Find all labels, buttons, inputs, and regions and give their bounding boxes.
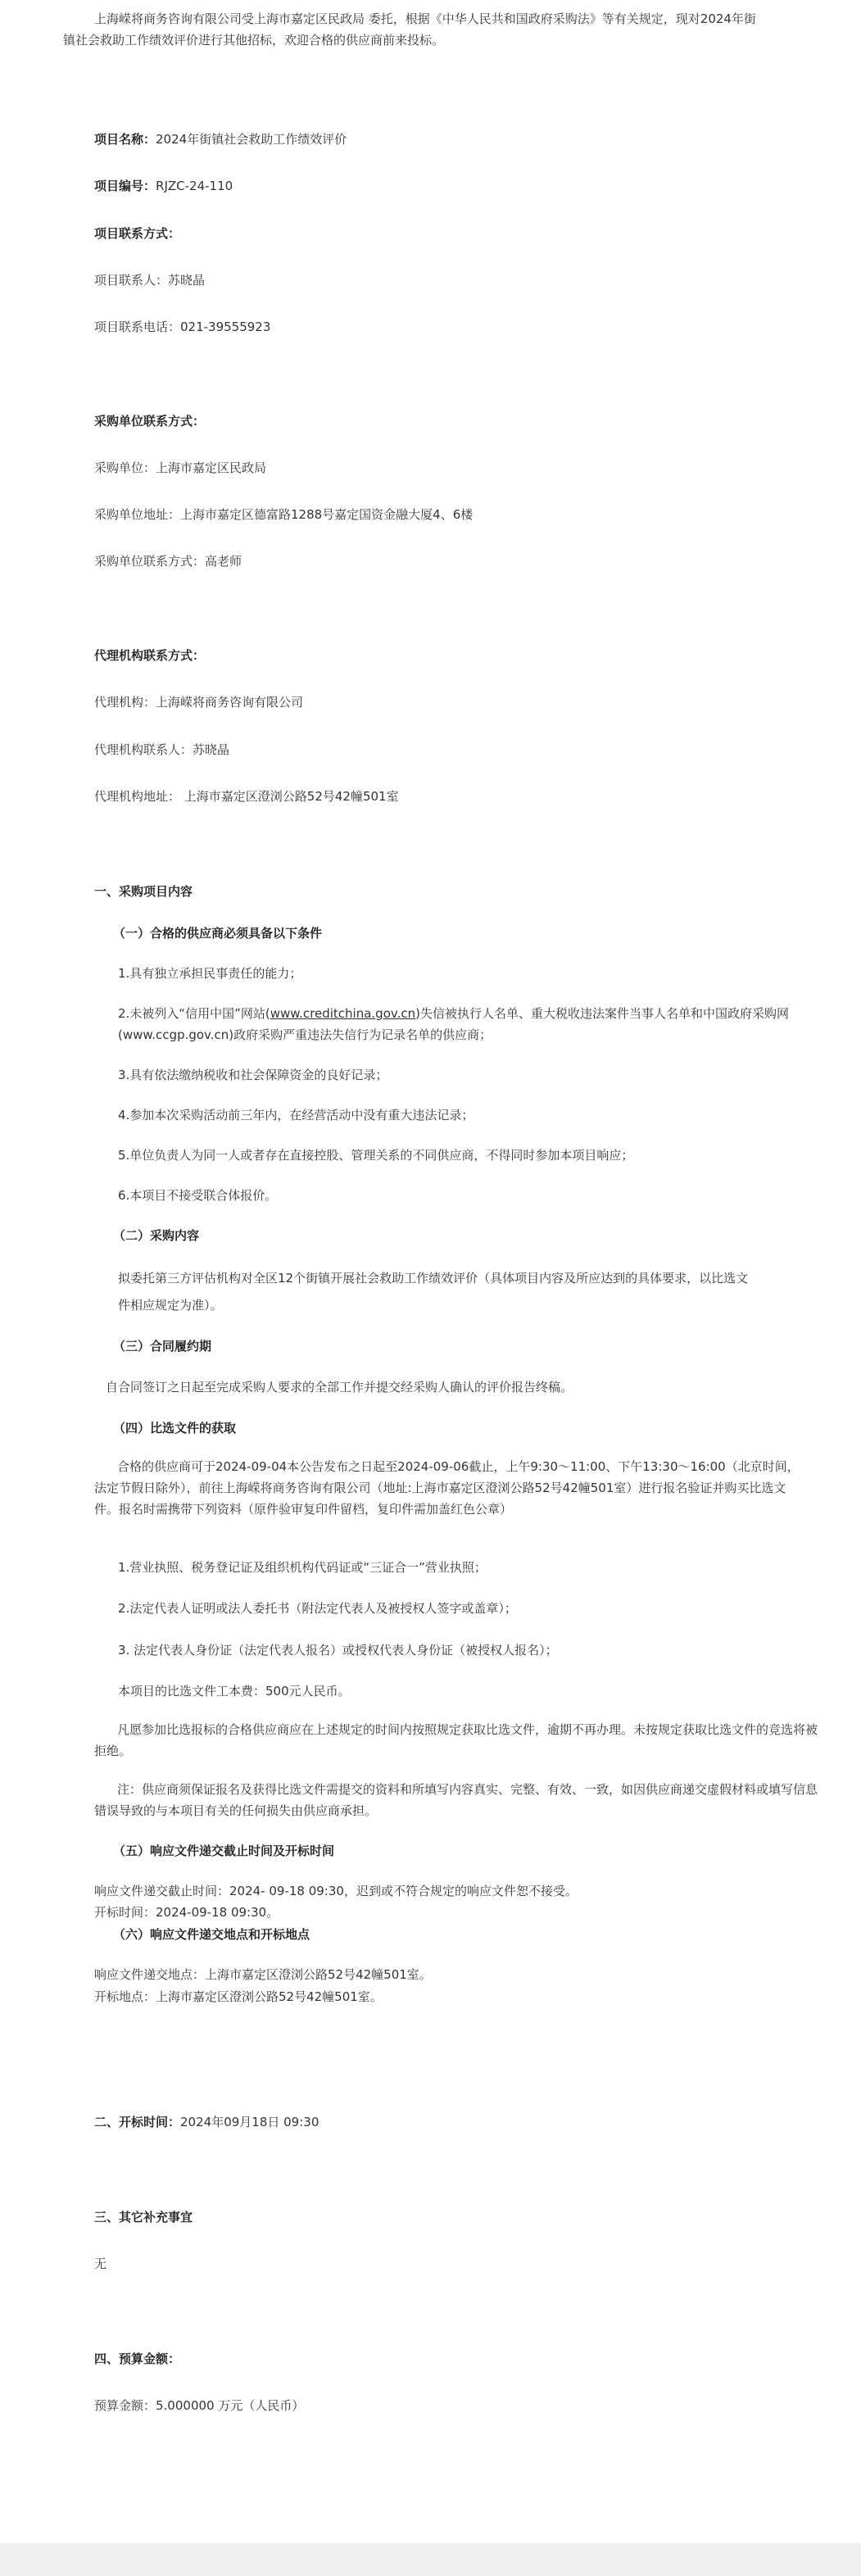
acquisition-note-2: 注：供应商须保证报名及获得比选文件需提交的资料和所填写内容真实、完整、有效、一致，如因供应商递交虚假材料或填写信息错误导致的与本项目有关的任何损失由供应商承担。 — [94, 1782, 818, 1818]
requirement-1: 1.具有独立承担民事责任的能力； — [118, 966, 302, 981]
project-contact-heading: 项目联系方式： — [94, 226, 181, 241]
section2-value: 2024年09月18日 09:30 — [180, 2115, 319, 2129]
acquisition-requirement-2: 2.法定代表人证明或法人委托书（附法定代表人及被授权人签字或盖章）； — [118, 1601, 517, 1616]
contract-period: 自合同签订之日起至完成采购人要求的全部工作并提交经采购人确认的评价报告终稿。 — [106, 1380, 573, 1395]
submission-deadline: 响应文件递交截止时间：2024- 09-18 09:30，迟到或不符合规定的响应文件恕不接受。 — [94, 1884, 578, 1898]
requirement-6: 6.本项目不接受联合体报价。 — [118, 1188, 278, 1203]
sub2-heading: （二）采购内容 — [113, 1228, 200, 1243]
project-number-label: 项目编号： — [94, 179, 156, 193]
document-fee: 本项目的比选文件工本费：500元人民币。 — [118, 1684, 351, 1698]
requirement-2 — [118, 1003, 814, 1045]
intro-text: 上海嵘将商务咨询有限公司受上海市嘉定区民政局 委托，根据《中华人民共和国政府采购法》等有关规定，现对2024年街镇社会救助工作绩效评价进行其他招标，欢迎合格的供应商前来投标。 — [63, 11, 756, 48]
purchaser-unit: 采购单位：上海市嘉定区民政局 — [94, 460, 267, 475]
project-name-value: 2024年街镇社会救助工作绩效评价 — [156, 132, 347, 147]
section2-opening — [94, 2111, 319, 2133]
sub3-heading: （三）合同履约期 — [113, 1339, 212, 1354]
opening-place: 开标地点：上海市嘉定区澄浏公路52号42幢501室。 — [94, 1989, 383, 2004]
budget-amount: 预算金额：5.000000 万元（人民币） — [94, 2398, 305, 2413]
purchaser-heading: 采购单位联系方式： — [94, 414, 206, 429]
project-number-value: RJZC-24-110 — [156, 179, 233, 193]
requirement-2-part-b: )失信被执行人名单、重大税收违法案件当事人名单和中国政府采购网(www.ccgp.gov.cn)政府采购严重违法失信行为记录名单的供应商； — [118, 1006, 789, 1042]
project-number — [94, 175, 233, 197]
project-name-label: 项目名称： — [94, 132, 156, 147]
sub1-heading: （一）合格的供应商必须具备以下条件 — [113, 926, 323, 941]
project-contact-person: 项目联系人：苏晓晶 — [94, 273, 206, 288]
creditchina-link[interactable]: www.creditchina.gov.cn — [270, 1006, 416, 1021]
requirement-2-part-a: 2.未被列入“信用中国”网站( — [118, 1006, 270, 1021]
page-footer-bar — [0, 2543, 861, 2576]
section3-heading: 三、其它补充事宜 — [94, 2210, 193, 2225]
agency-heading: 代理机构联系方式： — [94, 648, 206, 663]
document-acquisition: 合格的供应商可于2024-09-04本公告发布之日起至2024-09-06截止，上午9:30～11:00、下午13:30～16:00（北京时间，法定节假日除外），前往上海嵘将商务咨询有限公司（地址:上海市嘉定区澄浏公路52号42幢501室）进行报名验证并购买比选文件。报名时需携带下列资料（原件验审复印件留档，复印件需加盖红色公章） — [94, 1459, 800, 1517]
submission-place: 响应文件递交地点：上海市嘉定区澄浏公路52号42幢501室。 — [94, 1967, 432, 1982]
purchaser-address: 采购单位地址：上海市嘉定区德富路1288号嘉定国资金融大厦4、6楼 — [94, 507, 474, 522]
sub4-heading: （四）比选文件的获取 — [113, 1421, 237, 1435]
section4-heading: 四、预算金额： — [94, 2352, 181, 2366]
project-name — [94, 129, 347, 150]
procurement-content: 拟委托第三方评估机构对全区12个街镇开展社会救助工作绩效评价（具体项目内容及所应达到的具体要求，以比选文件相应规定为准）。 — [118, 1271, 749, 1313]
sub6-heading: （六）响应文件递交地点和开标地点 — [113, 1927, 310, 1942]
agency-contact: 代理机构联系人：苏晓晶 — [94, 742, 230, 757]
agency-name: 代理机构：上海嵘将商务咨询有限公司 — [94, 695, 304, 710]
opening-time: 开标时间：2024-09-18 09:30。 — [94, 1905, 279, 1920]
requirement-5: 5.单位负责人为同一人或者存在直接控股、管理关系的不同供应商，不得同时参加本项目响应； — [118, 1148, 634, 1163]
acquisition-note-1: 凡愿参加比选报标的合格供应商应在上述规定的时间内按照规定获取比选文件，逾期不再办理。未按规定获取比选文件的竞选将被拒绝。 — [94, 1722, 818, 1758]
sub5-heading: （五）响应文件递交截止时间及开标时间 — [113, 1844, 335, 1858]
acquisition-requirement-1: 1.营业执照、税务登记证及组织机构代码证或“三证合一”营业执照； — [118, 1560, 487, 1575]
section3-text: 无 — [94, 2256, 107, 2271]
section2-label: 二、开标时间： — [94, 2115, 181, 2129]
requirement-3: 3.具有依法缴纳税收和社会保障资金的良好记录； — [118, 1068, 388, 1082]
purchaser-contact: 采购单位联系方式：高老师 — [94, 554, 242, 569]
agency-address: 代理机构地址： 上海市嘉定区澄浏公路52号42幢501室 — [94, 789, 399, 804]
acquisition-requirement-3: 3. 法定代表人身份证（法定代表人报名）或授权代表人身份证（被授权人报名）； — [118, 1643, 558, 1658]
project-contact-phone: 项目联系电话：021-39555923 — [94, 320, 271, 334]
section1-heading: 一、采购项目内容 — [94, 884, 193, 899]
requirement-4: 4.参加本次采购活动前三年内，在经营活动中没有重大违法记录； — [118, 1108, 474, 1122]
